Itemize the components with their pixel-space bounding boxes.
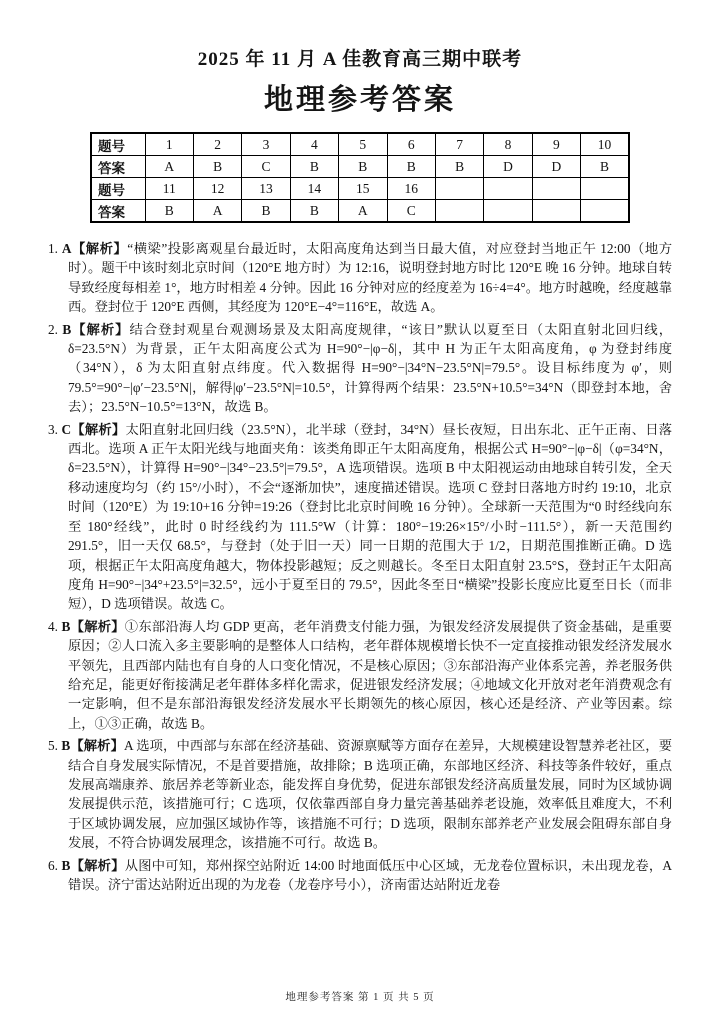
answer-cell: A: [193, 200, 241, 223]
answer-cell: D: [532, 156, 580, 178]
explanation-text: A 选项，中西部与东部在经济基础、资源禀赋等方面存在差异，大规模建设智慧养老社区，要结合自身发展实际情况，不是首要措施，故排除；B 选项正确，东部地区经济、科技等条件较好，重点发展高端康养、旅居养老等新业态，能发挥自身优势，促进东部银发经济高质量发展，同时为区域协调发展提供示范，该措施可行；C 选项，仅依靠西部自身力量完善基础养老设施，效率低且难度大，不利于区域协调发展，应加强区域协作等，该措施不可行；D 选项，限制东部养老产业发展会阻碍东部自身发展，不符合协调发展理念，该措施不可行。故选 B。: [68, 738, 673, 851]
answer-cell: B: [435, 156, 483, 178]
analysis-tag: 【解析】: [71, 241, 128, 256]
explanation-answer: B: [61, 738, 71, 754]
answers-heading: 地理参考答案: [263, 84, 456, 116]
analysis-tag: 【解析】: [70, 857, 125, 873]
answer-cell: 14: [290, 178, 338, 200]
answer-cell: 13: [242, 178, 290, 200]
explanation-text: “横梁”投影离观星台最近时，太阳高度角达到当日最大值，对应登封当地正午 12:00（地方时）。题干中该时刻北京时间（120°E 地方时）为 12:16，说明登封地方时比 120°E 晚 16 分钟。地球自转导致经度每相差 1°，地方时相差 4 分钟。因此 16 分钟对应的经度差为 16÷4=4°。地方时越晚，经度越靠西。登封位于 120°E 西侧，其经度为 120°E−4°=116°E，故选 A。: [68, 241, 673, 315]
explanation-number: 2.: [48, 321, 63, 337]
explanation-text: 太阳直射北回归线（23.5°N），北半球（登封，34°N）昼长夜短，日出东北、正午正南、日落西北。选项 A 正午太阳光线与地面夹角：该类角即正午太阳高度角，根据公式 H=90°−|φ−δ|（φ=34°N，δ=23.5°N），计算得 H=90°−|34°−23.5°|=79.5°，A 选项错误。选项 B 中太阳视运动由地球自转引发，全天移动速度均匀（约 15°/小时），不会“逐渐加快”，速度描述错误。选项 C 登封日落地方时约 19:10，北京时间（120°E）为 19:10+16 分钟=19:26（登封比北京时间晚 16 分钟）。全球新一天范围为“0 时经线向东至 180°经线”，此时 0 时经线约为 111.5°W（计算：180°−19:26×15°/小时−111.5°），新一天范围约 291.5°，旧一天仅 68.5°，与登封（处于旧一天）同一日期的范围大于 1/2，日期范围推断正确。D 选项，根据正午太阳高度角越大，物体投影越短；反之则越长。冬至日太阳直射 23.5°S，登封正午太阳高度角 H=90°−|34°+23.5°|=32.5°，远小于夏至日的 79.5°，因此冬至日“横梁”投影长度应比夏至日长（而非短），D 选项错误。故选 C。: [68, 421, 673, 612]
analysis-tag: 【解析】: [70, 738, 124, 754]
answer-cell: 10: [581, 133, 629, 156]
table-row: [91, 178, 629, 200]
answer-table: [90, 132, 630, 223]
explanation-number: 6.: [48, 857, 62, 873]
answer-cell: 4: [290, 133, 338, 156]
answer-cell: B: [242, 200, 290, 223]
explanation-answer: B: [61, 618, 71, 634]
answer-cell: 9: [532, 133, 580, 156]
explanation-item: [48, 856, 672, 895]
explanation-number: 5.: [48, 738, 62, 754]
analysis-tag: 【解析】: [71, 421, 126, 437]
answer-cell: B: [145, 200, 193, 223]
explanations-section: [48, 239, 672, 897]
answer-cell: 15: [339, 178, 387, 200]
answer-cell: 7: [435, 133, 483, 156]
explanation-number: 1.: [48, 241, 62, 256]
row-label-cell: 题号: [91, 133, 145, 156]
answer-cell: C: [387, 200, 435, 223]
answer-cell: 1: [145, 133, 193, 156]
explanation-number: 3.: [48, 421, 62, 437]
explanation-answer: B: [62, 321, 72, 337]
explanation-item: [48, 617, 672, 733]
answer-cell: 6: [387, 133, 435, 156]
explanation-item: [48, 736, 672, 852]
answer-cell: B: [339, 156, 387, 178]
answer-cell: C: [242, 156, 290, 178]
answer-cell: B: [581, 156, 629, 178]
analysis-tag: 【解析】: [70, 618, 125, 634]
answer-cell: A: [339, 200, 387, 223]
explanation-item: [48, 420, 672, 614]
answer-cell: D: [484, 156, 532, 178]
answer-cell: B: [290, 156, 338, 178]
table-row: [91, 133, 629, 156]
analysis-tag: 【解析】: [71, 321, 130, 337]
row-label-cell: 答案: [91, 156, 145, 178]
row-label-cell: 答案: [91, 200, 145, 223]
explanation-answer: A: [61, 241, 72, 256]
answer-cell: A: [145, 156, 193, 178]
answer-cell: 5: [339, 133, 387, 156]
explanation-item: [48, 239, 672, 317]
explanation-text: ①东部沿海人均 GDP 更高，老年消费支付能力强，为银发经济发展提供了资金基础，是重要原因；②人口流入多主要影响的是整体人口结构，老年群体规模增长快不一定直接推动银发经济发展水平领先，且西部内陆也有自身的人口变化情况，不是核心原因；③东部沿海产业体系完善，养老服务供给充足，能更好衔接满足老年群体多样化需求，促进银发经济发展；④地域文化开放对老年消费观念有一定影响，但不是东部沿海银发经济发展水平长期领先的核心原因，核心还是经济、产业等因素。综上，①③正确，故选 B。: [68, 618, 673, 731]
answer-cell: 3: [242, 133, 290, 156]
answer-cell: B: [290, 200, 338, 223]
answer-cell: [484, 178, 532, 200]
answer-cell: [435, 178, 483, 200]
answer-cell: 11: [145, 178, 193, 200]
row-label-cell: 题号: [91, 178, 145, 200]
table-row: [91, 200, 629, 223]
explanation-answer: B: [61, 857, 71, 873]
explanation-number: 4.: [48, 618, 62, 634]
explanation-text: 从图中可知，郑州探空站附近 14:00 时地面低压中心区域，无龙卷位置标识，未出现龙卷，A 错误。济宁雷达站附近出现的为龙卷（龙卷序号小），济南雷达站附近龙卷: [68, 857, 673, 892]
answer-cell: B: [193, 156, 241, 178]
explanation-answer: C: [61, 421, 72, 437]
answer-cell: [484, 200, 532, 223]
answer-cell: 12: [193, 178, 241, 200]
answer-cell: [581, 200, 629, 223]
explanation-text: 结合登封观星台观测场景及太阳高度规律，“该日”默认以夏至日（太阳直射北回归线，δ=23.5°N）为背景，正午太阳高度公式为 H=90°−|φ−δ|，其中 H 为正午太阳高度角，φ 为登封纬度（34°N），δ 为太阳直射点纬度。代入数据得 H=90°−|34°N−23.5°N|=79.5°。设目标纬度为 φ′，则 79.5°=90°−|φ′−23.5°N|，解得|φ′−23.5°N|=10.5°，计算得两个结果：23.5°N+10.5°=34°N（即登封本地，舍去）；23.5°N−10.5°=13°N，故选 B。: [68, 321, 673, 415]
answer-cell: [581, 178, 629, 200]
answer-cell: [435, 200, 483, 223]
answer-cell: [532, 200, 580, 223]
table-row: [91, 156, 629, 178]
exam-title: 2025 年 11 月 A 佳教育高三期中联考: [197, 49, 523, 70]
answer-cell: 16: [387, 178, 435, 200]
answer-cell: [532, 178, 580, 200]
answer-cell: 2: [193, 133, 241, 156]
answer-cell: B: [387, 156, 435, 178]
page-footer: 地理参考答案 第 1 页 共 5 页: [285, 992, 435, 1003]
answer-cell: 8: [484, 133, 532, 156]
explanation-item: [48, 320, 672, 417]
